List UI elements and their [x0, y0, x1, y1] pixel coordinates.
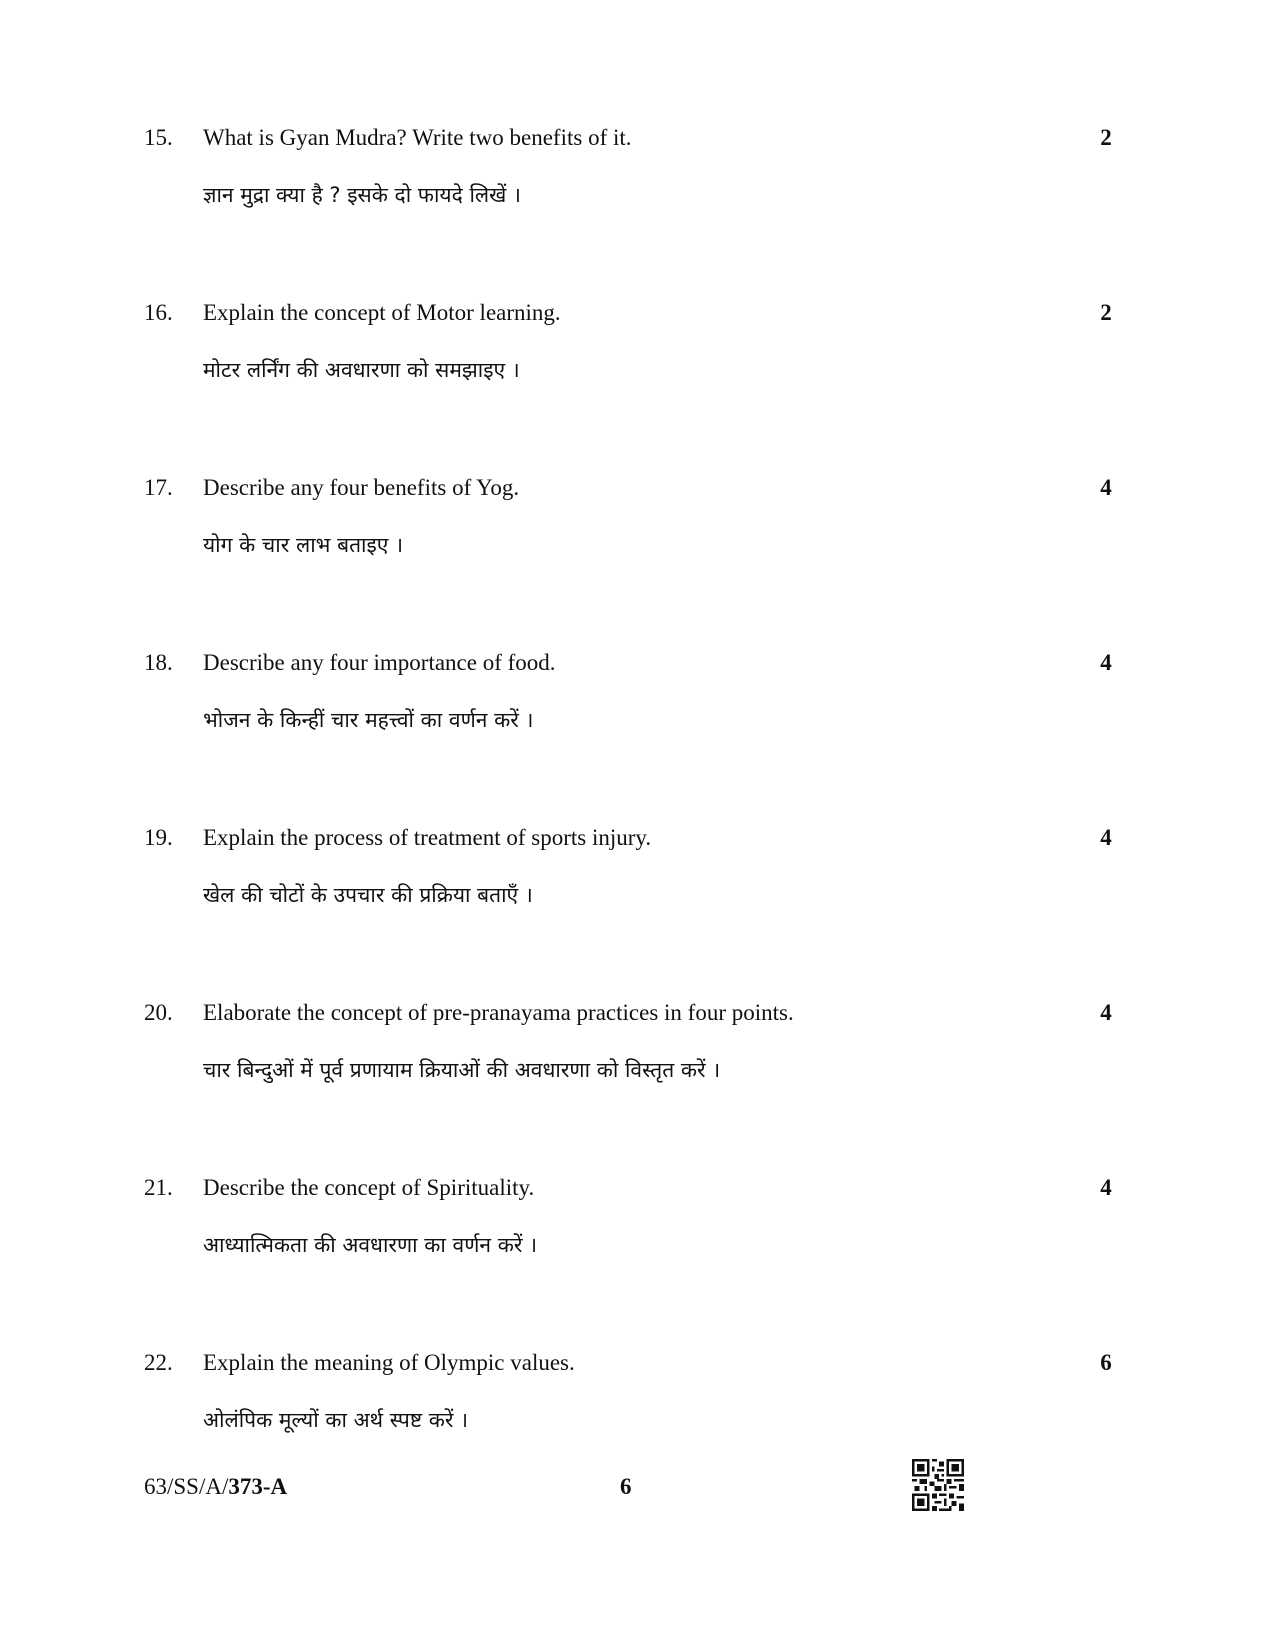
- question-text-english: Explain the meaning of Olympic values.: [203, 1350, 575, 1375]
- question-17: [0, 474, 1275, 594]
- question-text-english: What is Gyan Mudra? Write two benefits of it.: [203, 125, 632, 150]
- question-text-english: Elaborate the concept of pre-pranayama practices in four points.: [203, 1000, 794, 1025]
- question-18: [0, 649, 1275, 769]
- question-text-hindi: चार बिन्दुओं में पूर्व प्रणायाम क्रियाओं की अवधारणा को विस्तृत करें ।: [203, 1058, 721, 1082]
- paper-code-prefix: 63/SS/A/: [144, 1474, 229, 1499]
- qr-code-icon: [912, 1459, 964, 1511]
- question-marks: 4: [1100, 475, 1112, 500]
- question-number: 20.: [144, 1000, 173, 1025]
- question-number: 17.: [144, 475, 173, 500]
- question-number: 21.: [144, 1175, 173, 1200]
- page-number: 6: [620, 1474, 632, 1499]
- question-number: 19.: [144, 825, 173, 850]
- question-text-english: Describe any four importance of food.: [203, 650, 556, 675]
- question-text-hindi: आध्यात्मिकता की अवधारणा का वर्णन करें ।: [203, 1233, 538, 1257]
- question-marks: 6: [1100, 1350, 1112, 1375]
- question-text-hindi: खेल की चोटों के उपचार की प्रक्रिया बताएँ ।: [203, 883, 533, 907]
- question-15: [0, 124, 1275, 244]
- question-number: 16.: [144, 300, 173, 325]
- question-21: [0, 1174, 1275, 1294]
- page-footer: [0, 1473, 1275, 1533]
- question-marks: 2: [1100, 300, 1112, 325]
- question-text-hindi: योग के चार लाभ बताइए ।: [203, 533, 404, 557]
- question-text-hindi: ज्ञान मुद्रा क्या है ? इसके दो फायदे लिखें ।: [203, 183, 521, 207]
- question-number: 18.: [144, 650, 173, 675]
- question-19: [0, 824, 1275, 944]
- paper-code: [144, 1473, 287, 1501]
- paper-code-number: 373-A: [228, 1474, 288, 1499]
- question-marks: 4: [1100, 650, 1112, 675]
- question-text-english: Explain the concept of Motor learning.: [203, 300, 561, 325]
- question-20: [0, 999, 1275, 1119]
- question-22: [0, 1349, 1275, 1469]
- question-text-hindi: भोजन के किन्हीं चार महत्त्वों का वर्णन करें ।: [203, 708, 534, 732]
- question-marks: 2: [1100, 125, 1112, 150]
- question-text-english: Explain the process of treatment of sports injury.: [203, 825, 652, 850]
- question-text-hindi: मोटर लर्निंग की अवधारणा को समझाइए ।: [203, 358, 520, 382]
- question-16: [0, 299, 1275, 419]
- question-number: 15.: [144, 125, 173, 150]
- question-text-english: Describe any four benefits of Yog.: [203, 475, 520, 500]
- question-text-hindi: ओलंपिक मूल्यों का अर्थ स्पष्ट करें ।: [203, 1408, 469, 1432]
- question-marks: 4: [1100, 1000, 1112, 1025]
- question-number: 22.: [144, 1350, 173, 1375]
- question-text-english: Describe the concept of Spirituality.: [203, 1175, 535, 1200]
- question-marks: 4: [1100, 825, 1112, 850]
- question-marks: 4: [1100, 1175, 1112, 1200]
